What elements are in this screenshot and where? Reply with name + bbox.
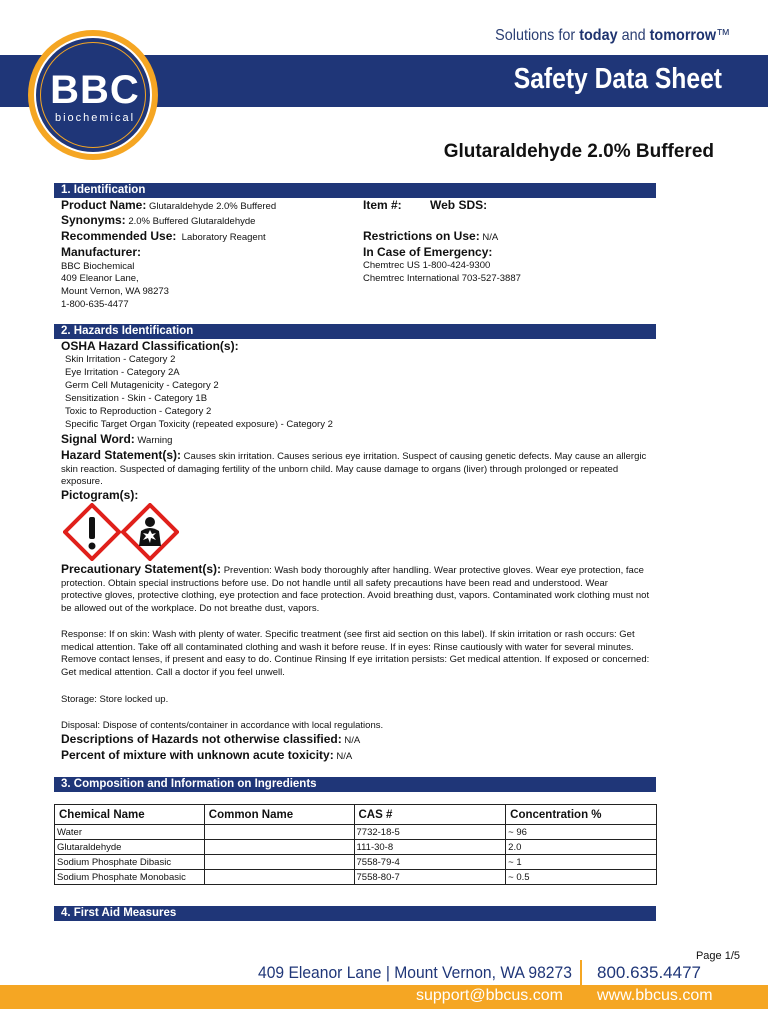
classification-item: Eye Irritation - Category 2A xyxy=(65,367,180,378)
tagline: Solutions for today and tomorrow™ xyxy=(494,27,730,44)
table-row xyxy=(55,840,657,855)
disposal-statement: Disposal: Dispose of contents/container in accordance with local regulations. xyxy=(61,720,384,731)
unknown-toxicity-row: Percent of mixture with unknown acute toxicity: N/A xyxy=(61,748,353,762)
manufacturer-line: 1-800-635-4477 xyxy=(61,299,129,310)
footer-phone[interactable]: 800.635.4477 xyxy=(597,963,701,982)
table-cell: 2.0 xyxy=(506,840,657,855)
section-heading-first-aid: 4. First Aid Measures xyxy=(54,906,656,921)
page-number: Page 1/5 xyxy=(695,950,740,962)
footer-website-link[interactable]: www.bbcus.com xyxy=(597,987,713,1004)
product-name-row: Product Name: Glutaraldehyde 2.0% Buffered xyxy=(61,198,277,212)
column-header: CAS # xyxy=(354,805,506,825)
classification-item: Specific Target Organ Toxicity (repeated exposure) - Category 2 xyxy=(65,419,333,430)
recommended-use-row: Recommended Use: Laboratory Reagent xyxy=(61,229,266,243)
column-header: Chemical Name xyxy=(55,805,205,825)
product-title: Glutaraldehyde 2.0% Buffered xyxy=(443,141,714,162)
section-heading-composition: 3. Composition and Information on Ingredients xyxy=(54,777,656,792)
table-cell: 7558-80-7 xyxy=(354,870,506,885)
table-cell: ~ 0.5 xyxy=(506,870,657,885)
health-hazard-icon xyxy=(121,503,179,561)
column-header: Common Name xyxy=(204,805,354,825)
section-heading-identification: 1. Identification xyxy=(54,183,656,198)
emergency-line: Chemtrec US 1-800-424-9300 xyxy=(363,260,491,271)
table-row xyxy=(55,855,657,870)
table-cell xyxy=(204,855,354,870)
document-title: Safety Data Sheet xyxy=(513,63,722,95)
table-cell xyxy=(204,825,354,840)
response-statement: Response: If on skin: Wash with plenty of water. Specific treatment (see first aid section on this label). If skin irritation or rash occurs: Get medical attention. Take off all contaminated clothing and wash it before reuse. If in eyes: Rinse cautiously with water for several minutes. Remove contact lenses, if present and easy to do. Continue Rinsing If eye irritation persists: Get medical attention. If exposed or concerned: Get medical attention. Call a doctor if you feel unwell. xyxy=(61,629,650,678)
table-cell: 7732-18-5 xyxy=(354,825,506,840)
pictogram-label: Pictogram(s): xyxy=(61,488,139,502)
header xyxy=(0,0,768,125)
signal-word-row: Signal Word: Warning xyxy=(61,432,173,446)
composition-table xyxy=(54,804,657,885)
table-cell: ~ 96 xyxy=(506,825,657,840)
classification-item: Toxic to Reproduction - Category 2 xyxy=(65,406,212,417)
footer-email-link[interactable]: support@bbcus.com xyxy=(416,987,563,1004)
logo-sub-text: biochemical xyxy=(54,112,136,124)
logo-main-text: BBC xyxy=(50,68,140,112)
footer-divider xyxy=(580,960,582,1008)
table-cell: Sodium Phosphate Monobasic xyxy=(55,870,205,885)
classification-item: Skin Irritation - Category 2 xyxy=(65,354,176,365)
table-cell: 7558-79-4 xyxy=(354,855,506,870)
table-cell xyxy=(204,840,354,855)
table-cell: Sodium Phosphate Dibasic xyxy=(55,855,205,870)
manufacturer-line: BBC Biochemical xyxy=(61,261,135,272)
table-cell: ~ 1 xyxy=(506,855,657,870)
table-cell: 111-30-8 xyxy=(354,840,506,855)
table-cell: Water xyxy=(55,825,205,840)
emergency-label: In Case of Emergency: xyxy=(363,245,493,259)
column-header: Concentration % xyxy=(506,805,657,825)
footer-address: 409 Eleanor Lane | Mount Vernon, WA 98273 xyxy=(258,963,572,982)
hazard-statement: Hazard Statement(s): Causes skin irritation. Causes serious eye irritation. Suspect of causing genetic defects. May cause an allergic skin reaction. Suspected of damaging fertility of the unborn child. May cause damage to organs (liver) through prolonged or repeated exposure. xyxy=(61,448,647,487)
manufacturer-line: Mount Vernon, WA 98273 xyxy=(61,286,169,297)
item-number-label: Item #: xyxy=(363,198,402,212)
manufacturer-line: 409 Eleanor Lane, xyxy=(61,273,139,284)
table-header-row xyxy=(55,805,657,825)
exclamation-mark-icon xyxy=(63,503,121,561)
classification-item: Germ Cell Mutagenicity - Category 2 xyxy=(65,380,219,391)
table-row xyxy=(55,825,657,840)
bbc-logo xyxy=(28,30,158,160)
precautionary-statement: Precautionary Statement(s): Prevention: Wash body thoroughly after handling. Wear protective gloves. Wear eye protection, face protection. Obtain special instructions before use. Do not handle until all safety precautions have been read and understood. Wear protective gloves, protective clothing, eye protection and face protection. Avoid breathing dust, vapors. Contaminated work clothing must not be allowed out of the workplace. Do not breathe dust, vapors. xyxy=(61,562,650,614)
storage-statement: Storage: Store locked up. xyxy=(61,694,169,705)
web-sds-label: Web SDS: xyxy=(430,198,488,212)
table-row xyxy=(55,870,657,885)
emergency-line: Chemtrec International 703-527-3887 xyxy=(363,273,521,284)
hnoc-row: Descriptions of Hazards not otherwise classified: N/A xyxy=(61,732,361,746)
manufacturer-label: Manufacturer: xyxy=(61,245,142,259)
table-cell: Glutaraldehyde xyxy=(55,840,205,855)
restrictions-row: Restrictions on Use: N/A xyxy=(363,229,499,243)
table-cell xyxy=(204,870,354,885)
osha-label: OSHA Hazard Classification(s): xyxy=(61,339,239,353)
synonyms-row: Synonyms: 2.0% Buffered Glutaraldehyde xyxy=(61,213,256,227)
section-heading-hazards: 2. Hazards Identification xyxy=(54,324,656,339)
classification-item: Sensitization - Skin - Category 1B xyxy=(65,393,208,404)
